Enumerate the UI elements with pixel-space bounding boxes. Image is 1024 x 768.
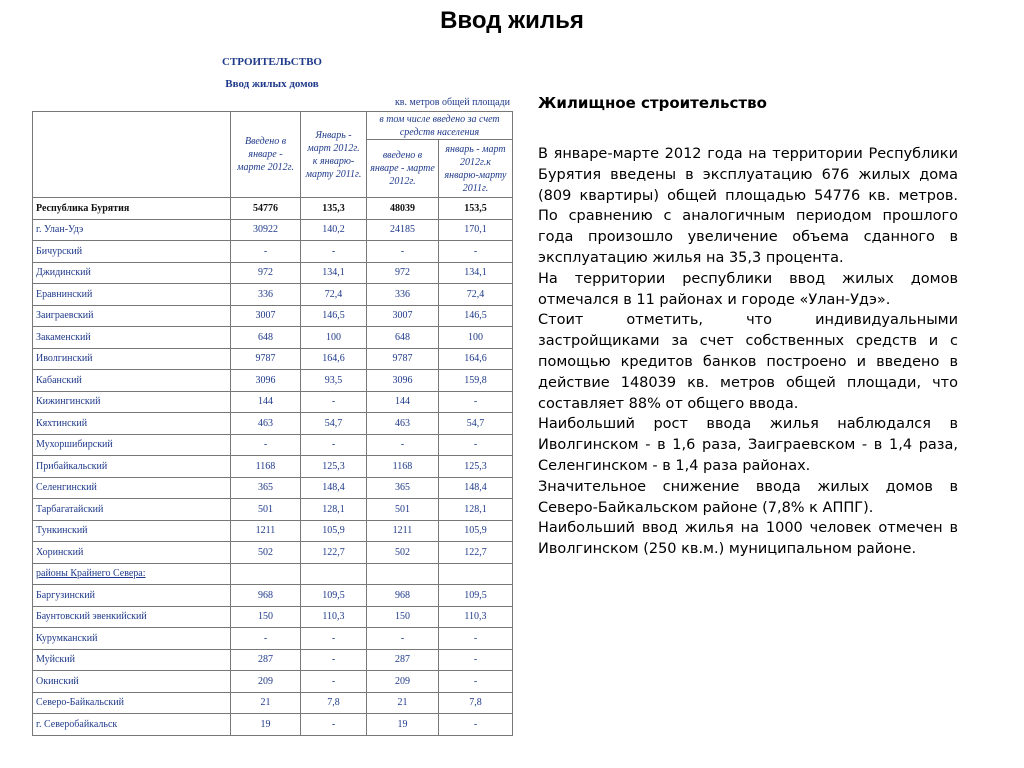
value-cell: - — [301, 714, 367, 736]
value-cell: - — [439, 628, 513, 650]
table-row — [33, 284, 513, 306]
value-cell: 502 — [367, 542, 439, 564]
value-cell: - — [301, 434, 367, 456]
value-cell: 287 — [231, 649, 301, 671]
region-cell: Северо-Байкальский — [33, 692, 231, 714]
value-cell: - — [367, 628, 439, 650]
region-cell: Закаменский — [33, 327, 231, 349]
value-cell: 24185 — [367, 219, 439, 241]
table-row — [33, 499, 513, 521]
value-cell: 1211 — [367, 520, 439, 542]
table-row — [33, 327, 513, 349]
value-cell: 209 — [367, 671, 439, 693]
region-cell: Бичурский — [33, 241, 231, 263]
table-row — [33, 477, 513, 499]
value-cell: 122,7 — [439, 542, 513, 564]
value-cell: 972 — [367, 262, 439, 284]
region-cell: Тункинский — [33, 520, 231, 542]
region-cell: районы Крайнего Севера: — [33, 563, 231, 585]
value-cell: 30922 — [231, 219, 301, 241]
value-cell: 54,7 — [439, 413, 513, 435]
value-cell: 3007 — [367, 305, 439, 327]
value-cell: 128,1 — [301, 499, 367, 521]
table-row — [33, 434, 513, 456]
table-row — [33, 262, 513, 284]
value-cell: 150 — [231, 606, 301, 628]
value-cell: 146,5 — [439, 305, 513, 327]
value-cell: 7,8 — [439, 692, 513, 714]
section-title: СТРОИТЕЛЬСТВО — [222, 56, 322, 68]
value-cell: 968 — [367, 585, 439, 607]
table-row — [33, 563, 513, 585]
value-cell: - — [439, 714, 513, 736]
header-region — [33, 112, 231, 198]
value-cell: 3007 — [231, 305, 301, 327]
region-cell: г. Северобайкальск — [33, 714, 231, 736]
value-cell: 135,3 — [301, 198, 367, 220]
housing-table — [32, 111, 513, 736]
table-row — [33, 520, 513, 542]
value-cell — [231, 563, 301, 585]
value-cell: 1168 — [367, 456, 439, 478]
value-cell: - — [439, 434, 513, 456]
value-cell: 21 — [367, 692, 439, 714]
value-cell: - — [439, 391, 513, 413]
value-cell: 365 — [231, 477, 301, 499]
value-cell: 105,9 — [301, 520, 367, 542]
value-cell: 128,1 — [439, 499, 513, 521]
table-row — [33, 671, 513, 693]
table-row — [33, 370, 513, 392]
header-col4: январь - март 2012г.к январю-марту 2011г. — [439, 140, 513, 198]
value-cell: 48039 — [367, 198, 439, 220]
header-col3: введено в январе - марте 2012г. — [367, 140, 439, 198]
value-cell: 209 — [231, 671, 301, 693]
value-cell: 110,3 — [439, 606, 513, 628]
value-cell: 501 — [367, 499, 439, 521]
value-cell: 287 — [367, 649, 439, 671]
value-cell: 109,5 — [439, 585, 513, 607]
table-row — [33, 219, 513, 241]
table-row — [33, 585, 513, 607]
value-cell: - — [367, 434, 439, 456]
table-row — [33, 606, 513, 628]
region-cell: Иволгинский — [33, 348, 231, 370]
region-cell: Еравнинский — [33, 284, 231, 306]
table-row — [33, 391, 513, 413]
value-cell: - — [231, 434, 301, 456]
value-cell: 146,5 — [301, 305, 367, 327]
table-row — [33, 305, 513, 327]
paragraph: В январе-марте 2012 года на территории Республики Бурятия введены в эксплуатацию 676 жилых дома (809 квартиры) общей площадью 54776 кв. метров. По сравнению с аналогичным периодом прошлого года произошло увеличение объема сданного в эксплуатацию жилья на 35,3 процента. — [538, 146, 958, 266]
value-cell: 125,3 — [439, 456, 513, 478]
table-row — [33, 413, 513, 435]
region-cell: Республика Бурятия — [33, 198, 231, 220]
region-cell: Заиграевский — [33, 305, 231, 327]
region-cell: Селенгинский — [33, 477, 231, 499]
value-cell: 9787 — [367, 348, 439, 370]
value-cell: - — [231, 241, 301, 263]
value-cell: 19 — [367, 714, 439, 736]
table-row — [33, 649, 513, 671]
region-cell: Прибайкальский — [33, 456, 231, 478]
region-cell: Хоринский — [33, 542, 231, 564]
region-cell: Курумканский — [33, 628, 231, 650]
value-cell: 153,5 — [439, 198, 513, 220]
value-cell: 3096 — [231, 370, 301, 392]
value-cell: 1168 — [231, 456, 301, 478]
table-row — [33, 714, 513, 736]
table-body — [33, 198, 513, 736]
region-cell: Кижингинский — [33, 391, 231, 413]
value-cell: - — [367, 241, 439, 263]
value-cell: 164,6 — [439, 348, 513, 370]
region-cell: Муйский — [33, 649, 231, 671]
value-cell: 1211 — [231, 520, 301, 542]
paragraphs — [538, 144, 958, 560]
value-cell: 140,2 — [301, 219, 367, 241]
value-cell: 105,9 — [439, 520, 513, 542]
value-cell: 502 — [231, 542, 301, 564]
value-cell: 125,3 — [301, 456, 367, 478]
table-row — [33, 241, 513, 263]
value-cell: 72,4 — [439, 284, 513, 306]
page-title: Ввод жилья — [440, 7, 584, 34]
region-cell: Мухоршибирский — [33, 434, 231, 456]
value-cell: - — [439, 649, 513, 671]
value-cell: 144 — [367, 391, 439, 413]
paragraph: На территории республики ввод жилых домов отмечался в 11 районах и городе «Улан-Удэ». — [538, 270, 958, 308]
value-cell: 100 — [439, 327, 513, 349]
region-cell: Джидинский — [33, 262, 231, 284]
value-cell: 501 — [231, 499, 301, 521]
region-cell: Окинский — [33, 671, 231, 693]
region-cell: Баргузинский — [33, 585, 231, 607]
value-cell: - — [301, 671, 367, 693]
value-cell: 648 — [231, 327, 301, 349]
value-cell: 148,4 — [439, 477, 513, 499]
paragraph: Стоит отметить, что индивидуальными застройщиками за счет собственных средств и с помощью кредитов банков построено и введено в действие 148039 кв. метров общей площади, что составляет 88% от общего ввода. — [538, 312, 958, 412]
value-cell: - — [301, 391, 367, 413]
header-group: в том числе введено за счет средств населения — [367, 112, 513, 140]
header-col2: Январь - март 2012г. к январю-марту 2011г. — [301, 112, 367, 198]
value-cell: 110,3 — [301, 606, 367, 628]
value-cell — [439, 563, 513, 585]
table-row — [33, 456, 513, 478]
value-cell: 21 — [231, 692, 301, 714]
value-cell: 159,8 — [439, 370, 513, 392]
value-cell: 19 — [231, 714, 301, 736]
value-cell: - — [439, 241, 513, 263]
value-cell: 336 — [367, 284, 439, 306]
value-cell: 968 — [231, 585, 301, 607]
value-cell: 170,1 — [439, 219, 513, 241]
text-heading: Жилищное строительство — [538, 94, 767, 112]
region-cell: Кабанский — [33, 370, 231, 392]
table-row — [33, 542, 513, 564]
region-cell: Кяхтинский — [33, 413, 231, 435]
value-cell: 54,7 — [301, 413, 367, 435]
table-row — [33, 348, 513, 370]
value-cell: - — [301, 649, 367, 671]
value-cell: - — [231, 628, 301, 650]
value-cell: 463 — [367, 413, 439, 435]
paragraph: Наибольший рост ввода жилья наблюдался в Иволгинском - в 1,6 раза, Заиграевском - в 1,4 раза, Селенгинском - в 1,4 раза районах. — [538, 416, 958, 474]
paragraph: Наибольший ввод жилья на 1000 человек отмечен в Иволгинском (250 кв.м.) муниципальном районе. — [538, 520, 958, 558]
region-cell: Баунтовский эвенкийский — [33, 606, 231, 628]
value-cell: 122,7 — [301, 542, 367, 564]
value-cell: 7,8 — [301, 692, 367, 714]
value-cell: 100 — [301, 327, 367, 349]
table-row — [33, 692, 513, 714]
region-cell: Тарбагатайский — [33, 499, 231, 521]
table-row — [33, 198, 513, 220]
value-cell: 144 — [231, 391, 301, 413]
value-cell — [301, 563, 367, 585]
value-cell: 109,5 — [301, 585, 367, 607]
paragraph: Значительное снижение ввода жилых домов в Северо-Байкальском районе (7,8% к АППГ). — [538, 478, 958, 516]
value-cell: - — [301, 241, 367, 263]
value-cell: 150 — [367, 606, 439, 628]
text-panel — [538, 92, 958, 560]
region-cell: г. Улан-Удэ — [33, 219, 231, 241]
value-cell: 463 — [231, 413, 301, 435]
value-cell: 134,1 — [301, 262, 367, 284]
value-cell: 3096 — [367, 370, 439, 392]
value-cell: 148,4 — [301, 477, 367, 499]
value-cell: 365 — [367, 477, 439, 499]
header-col1: Введено в январе - марте 2012г. — [231, 112, 301, 198]
value-cell: 134,1 — [439, 262, 513, 284]
table-row — [33, 628, 513, 650]
value-cell: 54776 — [231, 198, 301, 220]
value-cell: 93,5 — [301, 370, 367, 392]
value-cell: 164,6 — [301, 348, 367, 370]
value-cell: 972 — [231, 262, 301, 284]
value-cell: - — [301, 628, 367, 650]
units-note: кв. метров общей площади — [394, 97, 510, 108]
value-cell: - — [439, 671, 513, 693]
value-cell: 9787 — [231, 348, 301, 370]
value-cell — [367, 563, 439, 585]
value-cell: 72,4 — [301, 284, 367, 306]
value-cell: 336 — [231, 284, 301, 306]
section-subtitle: Ввод жилых домов — [225, 78, 319, 90]
value-cell: 648 — [367, 327, 439, 349]
